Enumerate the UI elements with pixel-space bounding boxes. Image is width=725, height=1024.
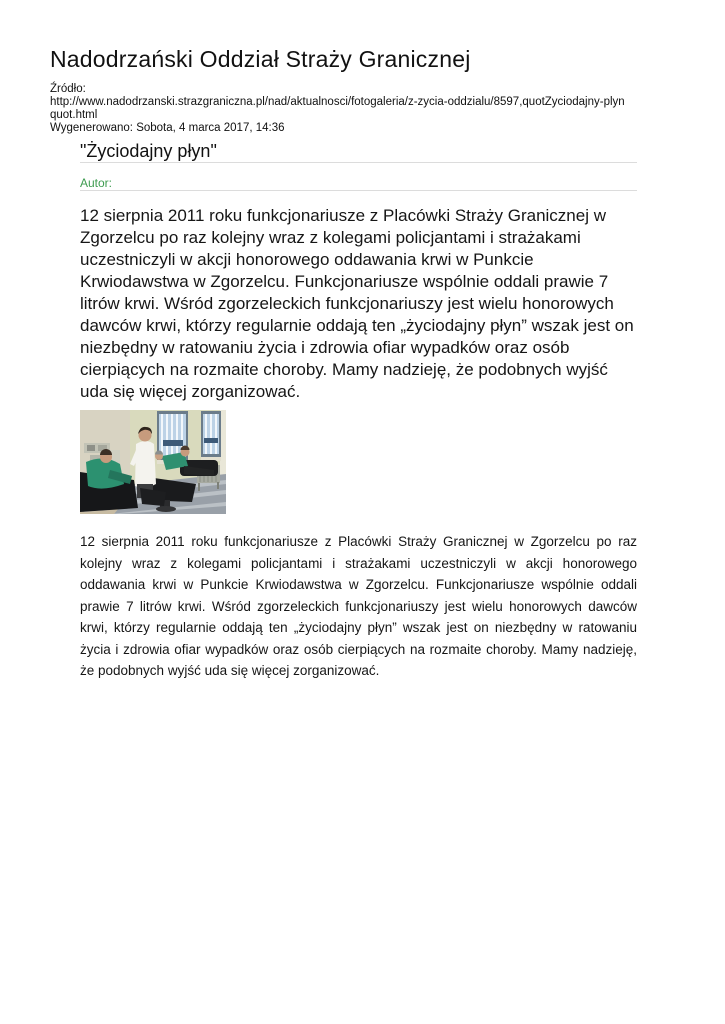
article [80, 141, 637, 682]
divider-above-author [80, 162, 637, 163]
blood-donation-photo [80, 410, 226, 514]
source-url-line-2: quot.html [50, 109, 98, 121]
print-meta [50, 83, 680, 135]
lead-paragraph: 12 sierpnia 2011 roku funkcjonariusze z Placówki Straży Granicznej w Zgorzelcu po raz kolejny wraz z kolegami policjantami i strażakami uczestniczyli w akcji honorowego oddawania krwi w Punkcie Krwiodawstwa w Zgorzelcu. Funkcjonariusze wspólnie oddali prawie 7 litrów krwi. Wśród zgorzeleckich funkcjonariuszy jest wielu honorowych dawców krwi, którzy regularnie oddają ten „życiodajny płyn” wszak jest on niezbędny w ratowaniu życia i zdrowia ofiar wypadków oraz osób cierpiących na rozmaite choroby. Mamy nadzieję, że podobnych wyjść uda się więcej zorganizować. [80, 206, 634, 401]
site-title: Nadodrzański Oddział Straży Granicznej [50, 46, 471, 72]
generated-timestamp: Wygenerowano: Sobota, 4 marca 2017, 14:36 [50, 122, 285, 134]
source-url-line-1: http://www.nadodrzanski.strazgraniczna.pl/nad/aktualnosci/fotogaleria/z-zycia-oddzialu/8597,quotZyciodajny-plyn [50, 96, 625, 108]
source-label: Źródło: [50, 83, 86, 95]
body-paragraph: 12 sierpnia 2011 roku funkcjonariusze z Placówki Straży Granicznej w Zgorzelcu po raz kolejny wraz z kolegami policjantami i strażakami uczestniczyli w akcji honorowego oddawania krwi w Punkcie Krwiodawstwa w Zgorzelcu. Funkcjonariusze wspólnie oddali prawie 7 litrów krwi. Wśród zgorzeleckich funkcjonariuszy jest wielu honorowych dawców krwi, którzy regularnie oddają ten „życiodajny płyn” wszak jest on niezbędny w ratowaniu życia i zdrowia ofiar wypadków oraz osób cierpiących na rozmaite choroby. Mamy nadzieję, że podobnych wyjść uda się więcej zorganizować. [80, 534, 637, 678]
doc-header [50, 46, 680, 135]
blood-donation-photo-image [80, 410, 226, 514]
author-label: Autor: [80, 176, 113, 190]
divider-below-author [80, 190, 637, 191]
article-title: "Życiodajny płyn" [80, 141, 217, 161]
